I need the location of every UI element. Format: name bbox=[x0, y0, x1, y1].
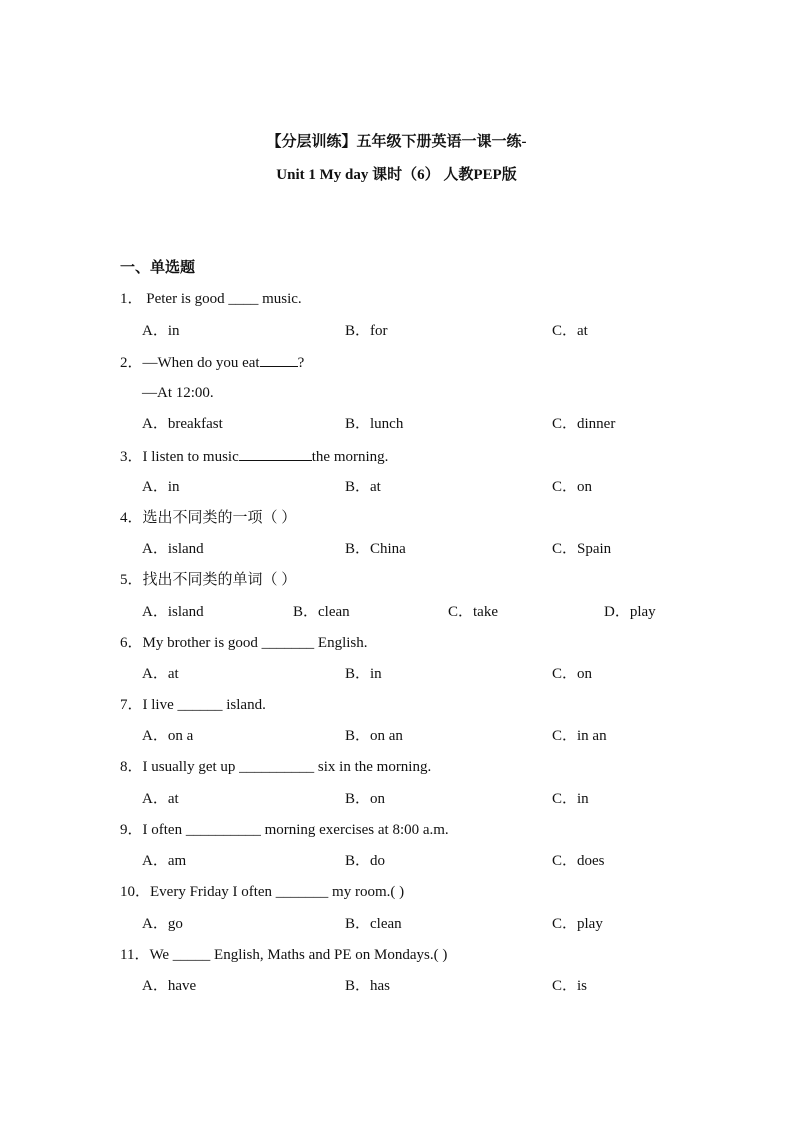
q11-option-b: B．has bbox=[345, 978, 391, 994]
q4-option-a: A．island bbox=[142, 541, 204, 557]
worksheet-title-line1: 【分层训练】五年级下册英语一课一练- bbox=[266, 134, 527, 150]
q10-option-a: A．go bbox=[142, 916, 183, 932]
q1-option-a: A．in bbox=[142, 323, 180, 339]
q2-blank bbox=[260, 352, 298, 367]
question-11: 11．We _____ English, Maths and PE on Mondays.( ) bbox=[120, 947, 448, 963]
q2-text-start: 2．—When do you eat bbox=[120, 355, 260, 371]
question-4: 4．选出不同类的一项（ ） bbox=[120, 510, 297, 526]
q6-option-b: B．in bbox=[345, 666, 382, 682]
question-2 bbox=[120, 352, 304, 373]
q3-blank bbox=[239, 446, 312, 461]
q9-option-a: A．am bbox=[142, 853, 187, 869]
q4-option-c: C．Spain bbox=[552, 541, 612, 557]
q2-option-b: B．lunch bbox=[345, 416, 404, 432]
q3-text-end: the morning. bbox=[311, 449, 389, 465]
q8-option-b: B．on bbox=[345, 791, 386, 807]
q1-option-b: B．for bbox=[345, 323, 388, 339]
q3-option-c: C．on bbox=[552, 479, 593, 495]
q11-option-a: A．have bbox=[142, 978, 197, 994]
q2-text-end: ? bbox=[297, 355, 305, 371]
question-8: 8．I usually get up __________ six in the morning. bbox=[120, 759, 432, 775]
question-7: 7．I live ______ island. bbox=[120, 697, 266, 713]
q8-option-a: A．at bbox=[142, 791, 179, 807]
q10-option-c: C．play bbox=[552, 916, 603, 932]
question-5: 5．找出不同类的单词（ ） bbox=[120, 572, 297, 588]
q5-option-b: B．clean bbox=[293, 604, 350, 620]
q7-option-b: B．on an bbox=[345, 728, 403, 744]
question-1: 1． Peter is good ____ music. bbox=[120, 291, 302, 307]
section-heading: 一、单选题 bbox=[120, 260, 196, 276]
q7-option-c: C．in an bbox=[552, 728, 607, 744]
q10-option-b: B．clean bbox=[345, 916, 402, 932]
q7-option-a: A．on a bbox=[142, 728, 194, 744]
q2-option-c: C．dinner bbox=[552, 416, 616, 432]
q9-option-c: C．does bbox=[552, 853, 605, 869]
q5-option-d: D．play bbox=[604, 604, 656, 620]
q3-text-start: 3．I listen to music bbox=[120, 449, 239, 465]
question-10: 10．Every Friday I often _______ my room.( ) bbox=[120, 884, 405, 900]
question-6: 6．My brother is good _______ English. bbox=[120, 635, 368, 651]
q4-option-b: B．China bbox=[345, 541, 406, 557]
q11-option-c: C．is bbox=[552, 978, 588, 994]
q5-option-c: C．take bbox=[448, 604, 498, 620]
q3-option-a: A．in bbox=[142, 479, 180, 495]
q1-option-c: C．at bbox=[552, 323, 588, 339]
question-9: 9．I often __________ morning exercises at 8:00 a.m. bbox=[120, 822, 449, 838]
q3-option-b: B．at bbox=[345, 479, 381, 495]
question-2-answer-line: —At 12:00. bbox=[142, 385, 214, 401]
question-3 bbox=[120, 446, 388, 467]
q6-option-c: C．on bbox=[552, 666, 593, 682]
q2-option-a: A．breakfast bbox=[142, 416, 223, 432]
q5-option-a: A．island bbox=[142, 604, 204, 620]
q9-option-b: B．do bbox=[345, 853, 386, 869]
worksheet-title-line2: Unit 1 My day 课时（6） 人教PEP版 bbox=[276, 167, 517, 183]
q8-option-c: C．in bbox=[552, 791, 589, 807]
q6-option-a: A．at bbox=[142, 666, 179, 682]
